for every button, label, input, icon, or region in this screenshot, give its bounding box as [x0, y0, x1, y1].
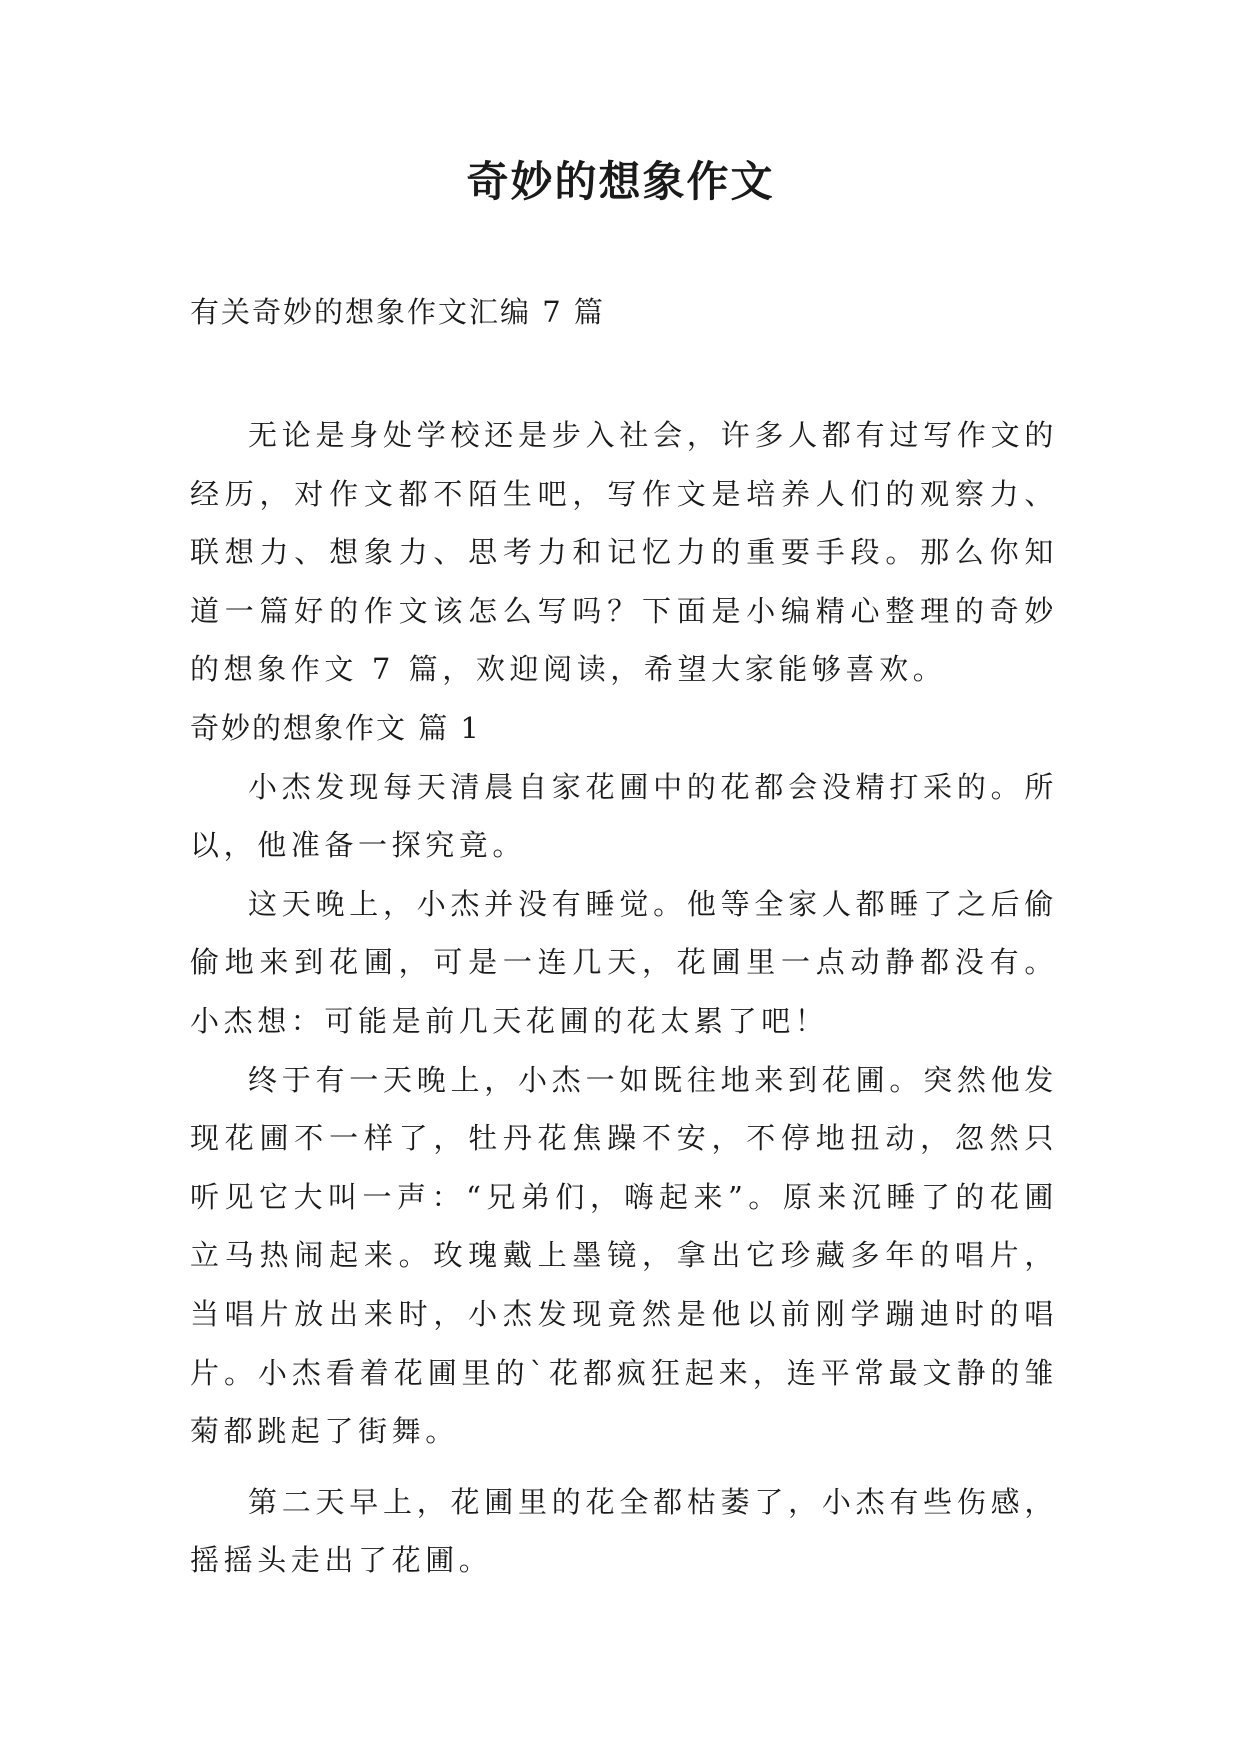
section-heading: 奇妙的想象作文 篇 1	[190, 710, 481, 745]
document-title: 奇妙的想象作文	[466, 157, 775, 206]
document-body	[190, 406, 1058, 1590]
body-paragraph: 第二天早上，花圃里的花全都枯萎了，小杰有些伤感，摇摇头走出了花圃。	[190, 1484, 1058, 1578]
document-subtitle: 有关奇妙的想象作文汇编 7 篇	[190, 295, 605, 329]
body-paragraph: 终于有一天晚上，小杰一如既往地来到花圃。突然他发现花圃不一样了，牡丹花焦躁不安，不停地扭动，忽然只听见它大叫一声：“兄弟们，嗨起来”。原来沉睡了的花圃立马热闹起来。玫瑰戴上墨镜，拿出它珍藏多年的唱片，当唱片放出来时，小杰发现竟然是他以前刚学蹦迪时的唱片。小杰看着花圃里的`花都疯狂起来，连平常最文静的雏菊都跳起了街舞。	[190, 1062, 1058, 1449]
body-paragraph: 这天晚上，小杰并没有睡觉。他等全家人都睡了之后偷偷地来到花圃，可是一连几天，花圃里一点动静都没有。小杰想：可能是前几天花圃的花太累了吧！	[190, 886, 1058, 1038]
intro-paragraph: 无论是身处学校还是步入社会，许多人都有过写作文的经历，对作文都不陌生吧，写作文是培养人们的观察力、联想力、想象力、思考力和记忆力的重要手段。那么你知道一篇好的作文该怎么写吗？下面是小编精心整理的奇妙的想象作文 7 篇，欢迎阅读，希望大家能够喜欢。	[190, 418, 1058, 687]
body-paragraph: 小杰发现每天清晨自家花圃中的花都会没精打采的。所以，他准备一探究竟。	[190, 769, 1058, 863]
